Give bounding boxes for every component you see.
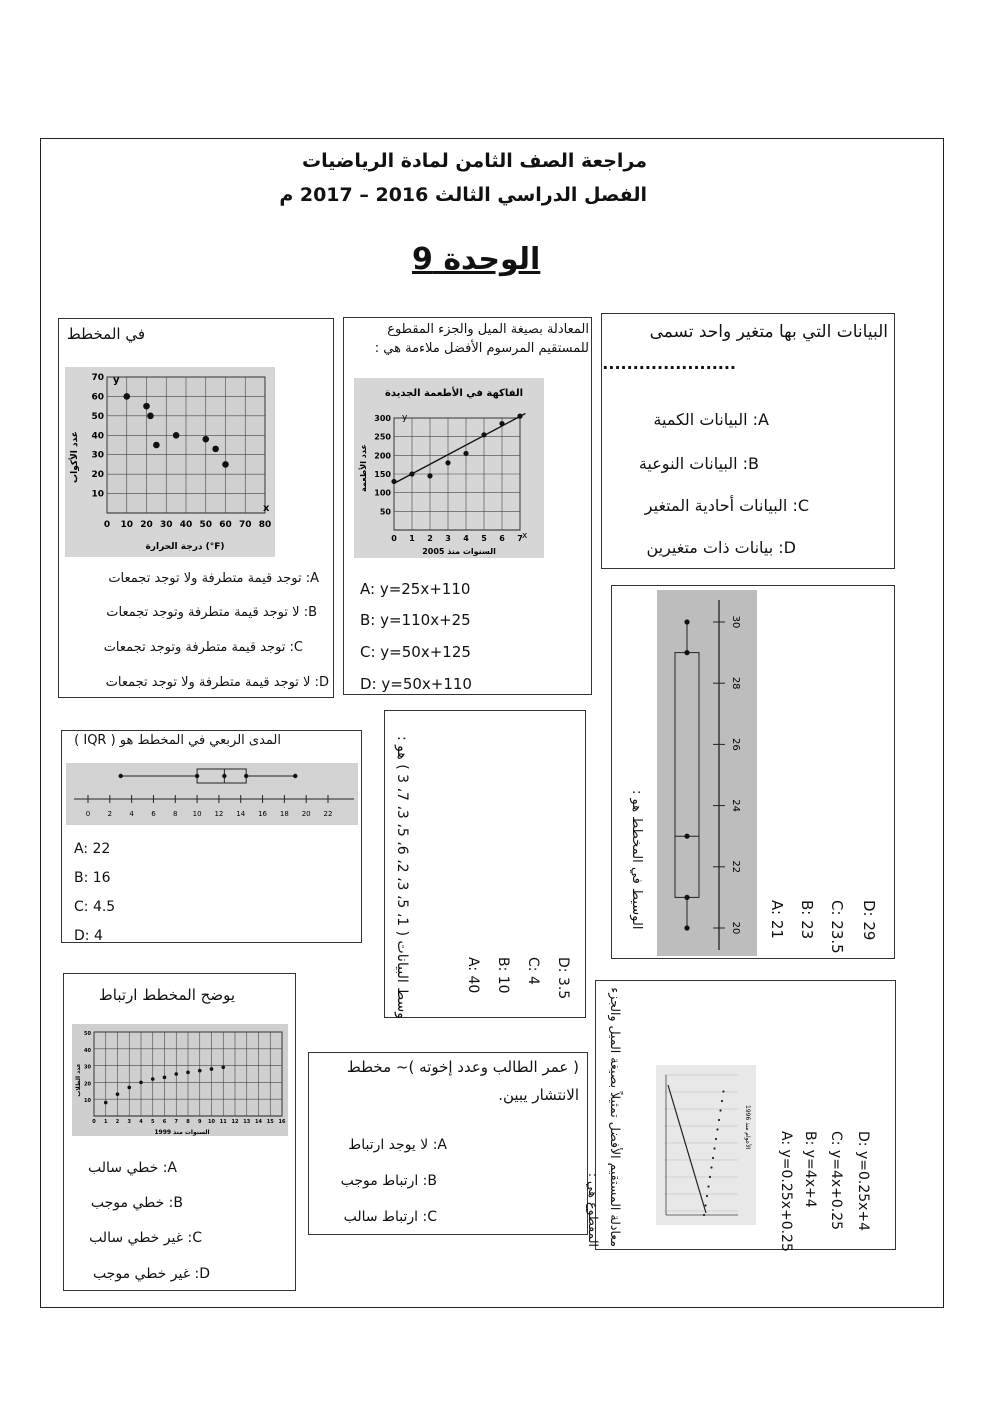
q5-option-d[interactable]: D: 3.5 [555,957,571,1000]
q1-option-b[interactable]: B: البيانات النوعية [638,454,759,473]
question-9-box [586,980,896,1252]
data-point [704,1204,706,1206]
x-tick-label: 6 [499,534,505,543]
q9-option-b[interactable]: B: y=4x+4 [802,1131,818,1208]
q9-option-c[interactable]: C: y=4x+0.25 [828,1131,844,1231]
x-tick-label: 5 [481,534,487,543]
q2-chart-xlabel: السنوات منذ 2005 [422,547,496,556]
y-tick-label: 250 [374,432,391,442]
tick-label: 28 [730,676,741,690]
y-tick-label: 50 [84,1031,91,1037]
tick-label: 14 [236,810,246,818]
q4-option-c[interactable]: C: 23.5 [828,900,846,954]
data-point [210,1067,214,1071]
q1-option-d[interactable]: D: بيانات ذات متغيرين [646,538,796,557]
point [684,925,689,930]
tick-label: 22 [730,860,741,874]
q7-chart-ylabel: عدد الطلاب [75,1063,82,1097]
x-tick-label: 6 [162,1119,167,1125]
y-tick-label: 10 [84,1098,91,1105]
data-point [713,1147,715,1149]
x-tick-label: 0 [92,1119,96,1125]
q5-option-a[interactable]: A: 40 [465,957,481,994]
q3-option-b[interactable]: B: لا توجد قيمة متطرفة وتوجد تجمعات [106,605,317,620]
q3-option-c[interactable]: C: توجد قيمة متطرفة وتوجد تجمعات [103,640,303,655]
data-point [221,1065,225,1069]
q2-chart-title: الفاكهة في الأطعمة الجديدة [384,388,524,399]
q7-option-c[interactable]: C: غير خطي سالب [89,1230,202,1246]
tick-label: 30 [730,615,741,629]
x-tick-label: 16 [278,1119,286,1125]
point [222,774,226,778]
q7-option-a[interactable]: A: خطي سالب [87,1160,177,1176]
data-point [202,436,209,443]
y-tick-label: 60 [91,392,104,403]
data-point [427,473,432,478]
tick-label: 18 [279,810,289,818]
data-point [463,451,468,456]
q6-option-c[interactable]: C: 4.5 [74,899,116,915]
data-point [212,446,219,453]
data-point [706,1195,708,1197]
x-tick-label: 60 [219,520,232,530]
data-point [174,1072,178,1076]
question-3-box [58,318,334,698]
q1-prompt: البيانات التي بها متغير واحد تسمى [649,322,888,342]
x-tick-label: 7 [174,1119,178,1125]
q7-option-d[interactable]: D: غير خطي موجب [92,1266,210,1282]
x-tick-label: 9 [198,1119,202,1125]
tick-label: 20 [301,810,311,818]
data-point [151,1077,155,1081]
q2-option-d[interactable]: D: y=50x+110 [360,675,472,693]
data-point [499,421,504,426]
q7-prompt: يوضح المخطط ارتباط [98,986,235,1004]
tick-label: 20 [730,921,741,935]
q3-axis-y: y [113,375,120,386]
data-point [116,1092,120,1096]
y-tick-label: 40 [91,431,104,442]
x-tick-label: 0 [391,534,397,543]
x-tick-label: 70 [238,520,252,530]
q6-option-b[interactable]: B: 16 [74,870,111,886]
tick-label: 12 [214,810,224,818]
q2-option-a[interactable]: A: y=25x+110 [360,580,471,598]
q8-option-b[interactable]: B: ارتباط موجب [340,1173,437,1189]
data-point [707,1185,709,1187]
q8-prompt: ( عمر الطالب وعدد إخوته )~ مخطط الانتشار يبين. [346,1058,579,1104]
tick-label: 8 [173,810,178,818]
x-tick-label: 3 [445,534,451,543]
x-tick-label: 2 [115,1119,120,1125]
q1-option-a[interactable]: A: البيانات الكمية [653,410,769,429]
x-tick-label: 2 [427,534,433,543]
q5-option-b[interactable]: B: 10 [495,957,511,994]
q9-option-a[interactable]: A: y=0.25x+0.25 [778,1131,794,1252]
x-tick-label: 11 [219,1119,227,1125]
question-2-box [343,317,592,695]
tick-label: 22 [323,810,333,818]
tick-label: 4 [129,810,134,818]
data-point [445,460,450,465]
y-tick-label: 10 [91,489,104,500]
x-tick-label: 80 [258,520,272,530]
y-tick-label: 100 [374,488,391,498]
q2-option-c[interactable]: C: y=50x+125 [360,643,471,661]
q7-chart [72,1024,288,1136]
question-6-box [61,730,362,943]
question-7-box [63,973,296,1291]
x-tick-label: 30 [159,520,173,530]
point [293,774,297,778]
data-point [127,1086,131,1090]
x-tick-label: 4 [463,534,469,543]
q2-chart-ylabel: عدد الأطعمة [359,444,368,492]
q2-axis-y: y [402,413,408,423]
x-tick-label: 8 [186,1119,190,1125]
data-point [710,1166,712,1168]
data-point [719,1109,721,1111]
q3-prompt: في المخطط [66,325,145,343]
q9-prompt: معادلة المستقيم الأفضل تمثيلاً بصيغة الميل والجزء المقطوع هي : [586,987,623,1247]
tick-label: 26 [730,738,741,751]
x-tick-label: 1 [104,1119,108,1125]
data-point [391,479,396,484]
y-tick-label: 50 [91,411,104,422]
q8-option-a[interactable]: A: لا يوجد ارتباط [348,1137,447,1153]
q9-option-d[interactable]: D: y=0.25x+4 [855,1131,871,1232]
data-point [715,1138,717,1140]
q3-chart-ylabel: عدد الأكواب [70,431,80,483]
q9-chart [656,1065,756,1225]
q6-option-a[interactable]: A: 22 [74,841,111,857]
point [684,650,689,655]
data-point [712,1157,714,1159]
x-tick-label: 7 [517,534,523,543]
y-tick-label: 70 [91,373,104,383]
q7-chart-xlabel: السنوات منذ 1999 [154,1129,210,1136]
q4-prompt: الوسيط في المخطط هو : [629,790,644,930]
q5-prompt: وسط البيانات ( 1، 5، 3، 2، 6، 5، 3، 7، 3 ) هو : [394,735,410,1019]
q1-dots: ...................... [602,354,736,373]
x-tick-label: 20 [140,520,153,530]
q1-option-c[interactable]: C: البيانات أحادية المتغير [644,496,809,515]
data-point [147,413,154,420]
question-8-box [308,1052,588,1235]
x-tick-label: 3 [127,1119,131,1125]
data-point [721,1100,723,1102]
data-point [163,1076,167,1080]
tick-label: 2 [107,810,113,818]
point [195,774,199,778]
x-tick-label: 50 [199,520,213,530]
point [119,774,123,778]
q7-option-b[interactable]: B: خطي موجب [90,1195,183,1211]
q2-option-b[interactable]: B: y=110x+25 [360,611,471,629]
q3-option-d[interactable]: D: لا توجد قيمة متطرفة ولا توجد تجمعات [105,675,329,690]
q4-option-d[interactable]: D: 29 [860,900,878,941]
tick-label: 16 [258,810,268,818]
point [244,774,248,778]
data-point [123,393,130,400]
data-point [198,1069,202,1073]
x-tick-label: 1 [409,534,415,543]
y-tick-label: 30 [91,450,104,461]
y-tick-label: 40 [84,1047,91,1054]
q6-chart [66,763,358,825]
q4-chart [657,590,757,960]
tick-label: 6 [151,810,156,818]
q2-axis-x: x [522,531,528,541]
q2-chart [354,378,544,558]
x-tick-label: 10 [120,520,134,530]
x-tick-label: 15 [266,1119,274,1125]
x-tick-label: 40 [179,520,193,530]
y-tick-label: 300 [374,414,391,423]
q3-chart-xlabel: درجة الحرارة (°F) [145,542,225,552]
point [684,619,689,624]
y-tick-label: 50 [379,507,391,517]
y-tick-label: 20 [84,1081,91,1088]
q6-option-d[interactable]: D: 4 [74,928,103,944]
q8-option-c[interactable]: C: ارتباط سالب [343,1209,437,1225]
question-5-box [384,710,586,1018]
x-tick-label: 0 [103,520,111,530]
question-4-box [611,585,895,959]
q3-chart [65,367,275,557]
data-point [722,1090,724,1092]
header-title: مراجعة الصف الثامن لمادة الرياضيات [302,150,647,172]
data-point [716,1128,718,1130]
x-tick-label: 5 [151,1119,155,1125]
unit-title: الوحدة 9 [412,242,541,277]
header-subtitle: الفصل الدراسي الثالث 2016 – 2017 م [279,184,647,206]
data-point [709,1176,711,1178]
q6-prompt: المدى الربعي في المخطط هو ( IQR ) [74,733,281,748]
q3-option-a[interactable]: A: توجد قيمة متطرفة ولا توجد تجمعات [108,571,319,586]
x-tick-label: 4 [139,1119,143,1125]
x-tick-label: 12 [231,1119,239,1125]
q5-option-c[interactable]: C: 4 [525,957,541,985]
tick-label: 24 [730,799,741,812]
data-point [143,403,150,410]
data-point [186,1071,190,1075]
data-point [153,442,160,449]
point [684,895,689,900]
y-tick-label: 20 [91,470,104,481]
y-tick-label: 200 [374,451,391,461]
data-point [481,432,486,437]
data-point [222,461,229,468]
data-point [173,432,180,439]
y-tick-label: 30 [84,1064,91,1071]
q4-option-b[interactable]: B: 23 [798,900,816,940]
q9-chart-xlabel: الأعوام منذ 1996 [744,1105,751,1150]
q4-option-a[interactable]: A: 21 [768,900,786,939]
tick-label: 0 [85,810,91,818]
q3-axis-x: x [263,503,270,514]
question-1-box [601,313,895,569]
data-point [718,1119,720,1121]
q2-prompt: المعادلة بصيغة الميل والجزء المقطوع للمستقيم المرسوم الأفضل ملاءمة هي : [374,322,589,356]
data-point [409,471,414,476]
x-tick-label: 10 [208,1119,215,1125]
data-point [139,1081,143,1085]
x-tick-label: 14 [255,1119,262,1125]
data-point [517,414,522,419]
tick-label: 10 [192,810,202,818]
point [684,834,689,839]
x-tick-label: 13 [243,1119,251,1125]
data-point [104,1101,108,1105]
data-point [703,1214,705,1216]
y-tick-label: 150 [374,470,391,479]
